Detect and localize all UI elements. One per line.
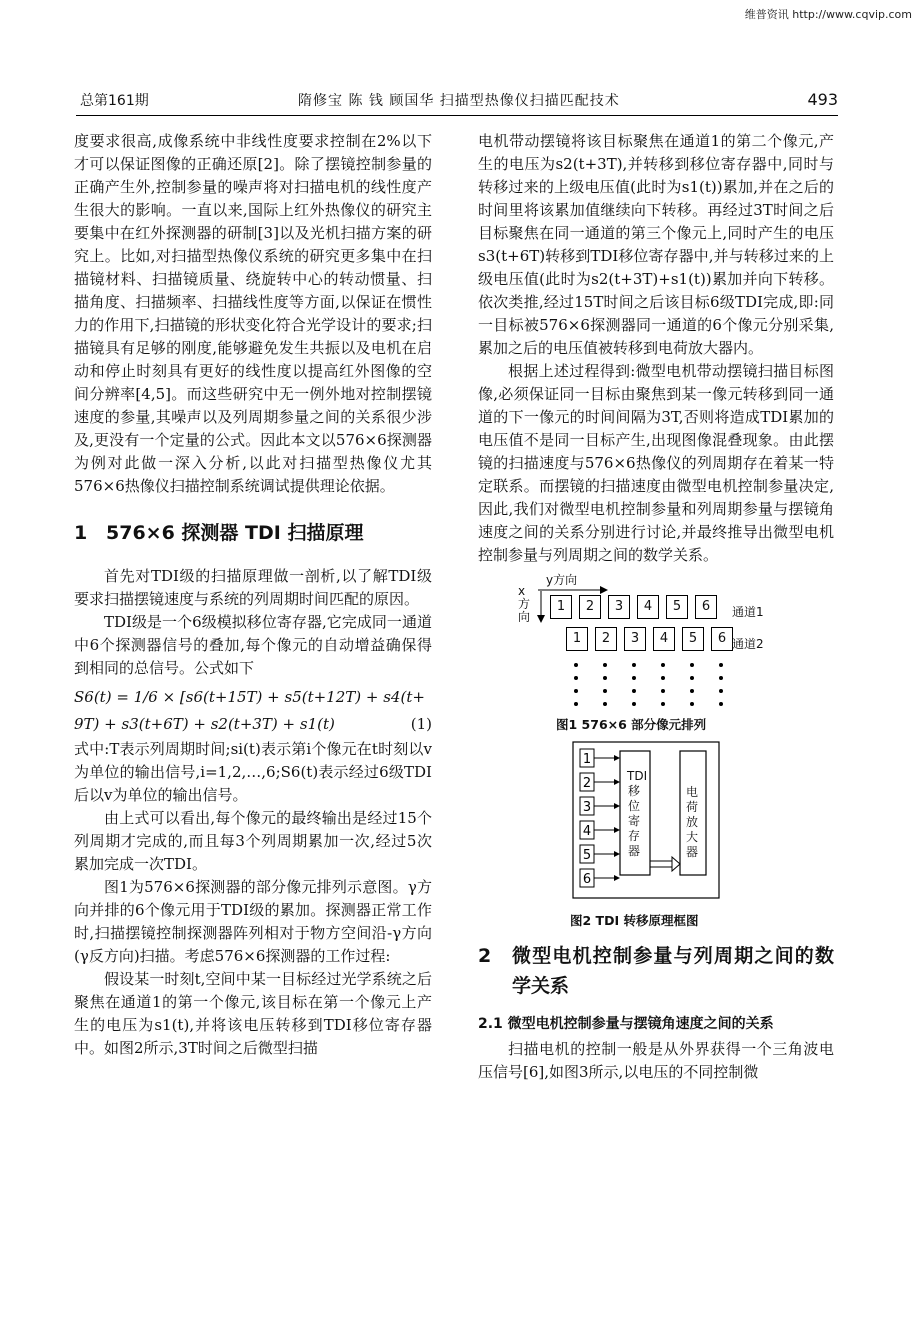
ellipsis-dot <box>603 676 607 680</box>
arrow-icon <box>614 875 620 881</box>
detector-input-label: 6 <box>582 872 592 887</box>
pixel-cell: 1 <box>566 627 588 651</box>
page-number: 493 <box>807 90 838 109</box>
left-column <box>74 130 432 1060</box>
x-direction-label: x方向 <box>518 584 531 624</box>
issue-number: 总第161期 <box>80 93 149 109</box>
pixel-cell: 3 <box>608 595 630 619</box>
ellipsis-dot <box>719 689 723 693</box>
pixel-cell: 4 <box>637 595 659 619</box>
ellipsis-dot <box>603 702 607 706</box>
watermark: 维普资讯 http://www.cqvip.com <box>744 8 912 21</box>
detector-input-label: 1 <box>582 752 592 767</box>
pixel-cell: 1 <box>550 595 572 619</box>
detector-input-label: 3 <box>582 800 592 815</box>
arrow-icon <box>614 755 620 761</box>
arrow-icon <box>614 803 620 809</box>
figure-1-caption: 图1 576×6 部分像元排列 <box>556 717 707 732</box>
ellipsis-dot <box>690 702 694 706</box>
ellipsis-dot <box>719 702 723 706</box>
ellipsis-dot <box>690 663 694 667</box>
ellipsis-dot <box>690 676 694 680</box>
section-title: 微型电机控制参量与列周期之间的数学关系 <box>512 945 834 997</box>
channel-2-label: 通道2 <box>732 637 764 651</box>
paragraph: 首先对TDI级的扫描原理做一剖析,以了解TDI级要求扫描摆镜速度与系统的列周期时间匹配的原因。 <box>74 567 432 608</box>
paragraph: 电机带动摆镜将该目标聚焦在通道1的第二个像元,产生的电压为s2(t+3T),并转移到移位寄存器中,同时与转移过来的上级电压值(此时为s1(t))累加,并在之后的时间里将该累加值继续向下转移。再经过3T时间之后目标聚焦在同一通道的第三个像元上,同时产生的电压s3(t+6T)转移到TDI移位寄存器中,并与转移过来的上级电压值(此时为s2(t+3T)+s1(t))累加并向下转移。依次类推,经过15T时间之后该目标6级TDI完成,即:同一目标被576×6探测器同一通道的6个像元分别采集,累加之后的电压值被转移到电荷放大器内。 <box>478 132 834 357</box>
channel-1-label: 通道1 <box>732 605 764 619</box>
tdi-block-diagram <box>572 741 722 901</box>
equation-body: 9T) + s3(t+6T) + s2(t+3T) + s1(t) <box>74 715 335 733</box>
tdi-register-label: TDI 移位寄存器 <box>627 769 648 858</box>
pixel-cell: 2 <box>579 595 601 619</box>
ellipsis-dot <box>661 663 665 667</box>
ellipsis-dot <box>574 689 578 693</box>
arrow-icon <box>614 779 620 785</box>
ellipsis-dot <box>661 676 665 680</box>
detector-input-label: 4 <box>582 824 592 839</box>
figure-1-pixel-array <box>478 571 834 733</box>
ellipsis-dot <box>719 663 723 667</box>
section-number: 1 <box>74 522 88 544</box>
equation-number: (1) <box>410 715 432 733</box>
ellipsis-dot <box>661 689 665 693</box>
arrow-icon <box>614 851 620 857</box>
equation-line-1: S6(t) = 1/6 × [s6(t+15T) + s5(t+12T) + s4(t+ <box>74 688 425 706</box>
pixel-cell: 6 <box>695 595 717 619</box>
pixel-cell: 5 <box>682 627 704 651</box>
ellipsis-dot <box>574 663 578 667</box>
authors-title: 隋修宝 陈 钱 顾国华 扫描型热像仪扫描匹配技术 <box>298 93 620 109</box>
section-title: 576×6 探测器 TDI 扫描原理 <box>106 522 364 544</box>
ellipsis-dot <box>632 702 636 706</box>
header-rule <box>76 115 838 116</box>
section-heading-2 <box>478 941 834 1001</box>
pixel-cell: 2 <box>595 627 617 651</box>
paragraph: TDI级是一个6级模拟移位寄存器,它完成同一通道中6个探测器信号的叠加,每个像元的自动增益确保得到相同的总信号。公式如下 <box>74 613 432 677</box>
pixel-cell: 3 <box>624 627 646 651</box>
paragraph: 图1为576×6探测器的部分像元排列示意图。γ方向并排的6个像元用于TDI级的累加。探测器正常工作时,扫描摆镜控制探测器阵列相对于物方空间沿-γ方向(γ反方向)扫描。考虑576×6探测器的工作过程: <box>74 878 432 965</box>
ellipsis-dot <box>574 702 578 706</box>
pixel-cell: 6 <box>711 627 733 651</box>
paragraph: 根据上述过程得到:微型电机带动摆镜扫描目标图像,必须保证同一目标由聚焦到某一像元转移到同一通道的下一像元的时间间隔为3T,否则将造成TDI累加的电压值不是同一目标产生,出现图像混叠现象。由此摆镜的扫描速度与576×6热像仪的列周期存在着某一特定联系。而摆镜的扫描速度由微型电机控制参量决定,因此,我们对微型电机控制参量和列周期参量与摆镜角速度之间的关系分别进行讨论,并最终推导出微型电机控制参量与列周期之间的数学关系。 <box>478 362 834 564</box>
charge-amplifier-label: 电荷放大器 <box>685 785 698 859</box>
pixel-cell: 5 <box>666 595 688 619</box>
ellipsis-dot <box>632 689 636 693</box>
running-header <box>76 90 838 114</box>
equation-line-2 <box>74 713 432 736</box>
figure-2-tdi-diagram <box>478 741 834 929</box>
ellipsis-dot <box>632 676 636 680</box>
ellipsis-dot <box>719 676 723 680</box>
section-number: 2 <box>478 945 492 967</box>
paragraph: 由上式可以看出,每个像元的最终输出是经过15个列周期才完成的,而且每3个列周期累加一次,经过5次累加完成一次TDI。 <box>74 809 432 873</box>
y-arrow-icon <box>538 585 608 595</box>
paragraph: 式中:T表示列周期时间;si(t)表示第i个像元在t时刻以v为单位的输出信号,i=1,2,…,6;S6(t)表示经过6级TDI后以v为单位的输出信号。 <box>74 740 432 804</box>
detector-input-label: 2 <box>582 776 592 791</box>
ellipsis-dot <box>632 663 636 667</box>
pixel-cell: 4 <box>653 627 675 651</box>
ellipsis-dot <box>603 689 607 693</box>
ellipsis-dot <box>603 663 607 667</box>
paragraph: 度要求很高,成像系统中非线性度要求控制在2%以下才可以保证图像的正确还原[2]。除了摆镜控制参量的正确产生外,控制参量的噪声将对扫描电机的线性度产生很大的影响。一直以来,国际上红外热像仪的研究主要集中在红外探测器的研制[3]以及光机扫描方案的研究上。比如,对扫描型热像仪系统的研究更多集中在扫描镜材料、扫描镜质量、绕旋转中心的转动惯量、扫描角度、扫描频率、扫描线性度等方面,以保证在惯性力的作用下,扫描镜的形状变化符合光学设计的要求;扫描镜具有足够的刚度,能够避免发生共振以及电机在启动和停止时刻具有更好的线性度以提高红外图像的空间分辨率[4,5]。而这些研究中无一例外地对控制摆镜速度的参量,其噪声以及列周期参量之间的关系很少涉及,更没有一个定量的公式。因此本文以576×6探测器为例对此做一深入分析,以此对扫描型热像仪尤其576×6热像仪扫描控制系统调试提供理论依据。 <box>74 132 432 495</box>
subsection-heading: 2.1 微型电机控制参量与摆镜角速度之间的关系 <box>478 1016 774 1032</box>
detector-input-label: 5 <box>582 848 592 863</box>
figure-2-caption: 图2 TDI 转移原理框图 <box>570 913 699 928</box>
ellipsis-dot <box>661 702 665 706</box>
right-column <box>478 130 834 1084</box>
paragraph: 假设某一时刻t,空间中某一目标经过光学系统之后聚焦在通道1的第一个像元,该目标在第一个像元上产生的电压为s1(t),并将该电压转移到TDI移位寄存器中。如图2所示,3T时间之后微型扫描 <box>74 970 432 1057</box>
ellipsis-dot <box>690 689 694 693</box>
section-heading-1 <box>74 522 432 545</box>
x-arrow-icon <box>536 591 546 623</box>
y-direction-label: y方向 <box>546 573 578 587</box>
ellipsis-dot <box>574 676 578 680</box>
paragraph: 扫描电机的控制一般是从外界获得一个三角波电压信号[6],如图3所示,以电压的不同控制微 <box>478 1040 834 1081</box>
arrow-icon <box>614 827 620 833</box>
